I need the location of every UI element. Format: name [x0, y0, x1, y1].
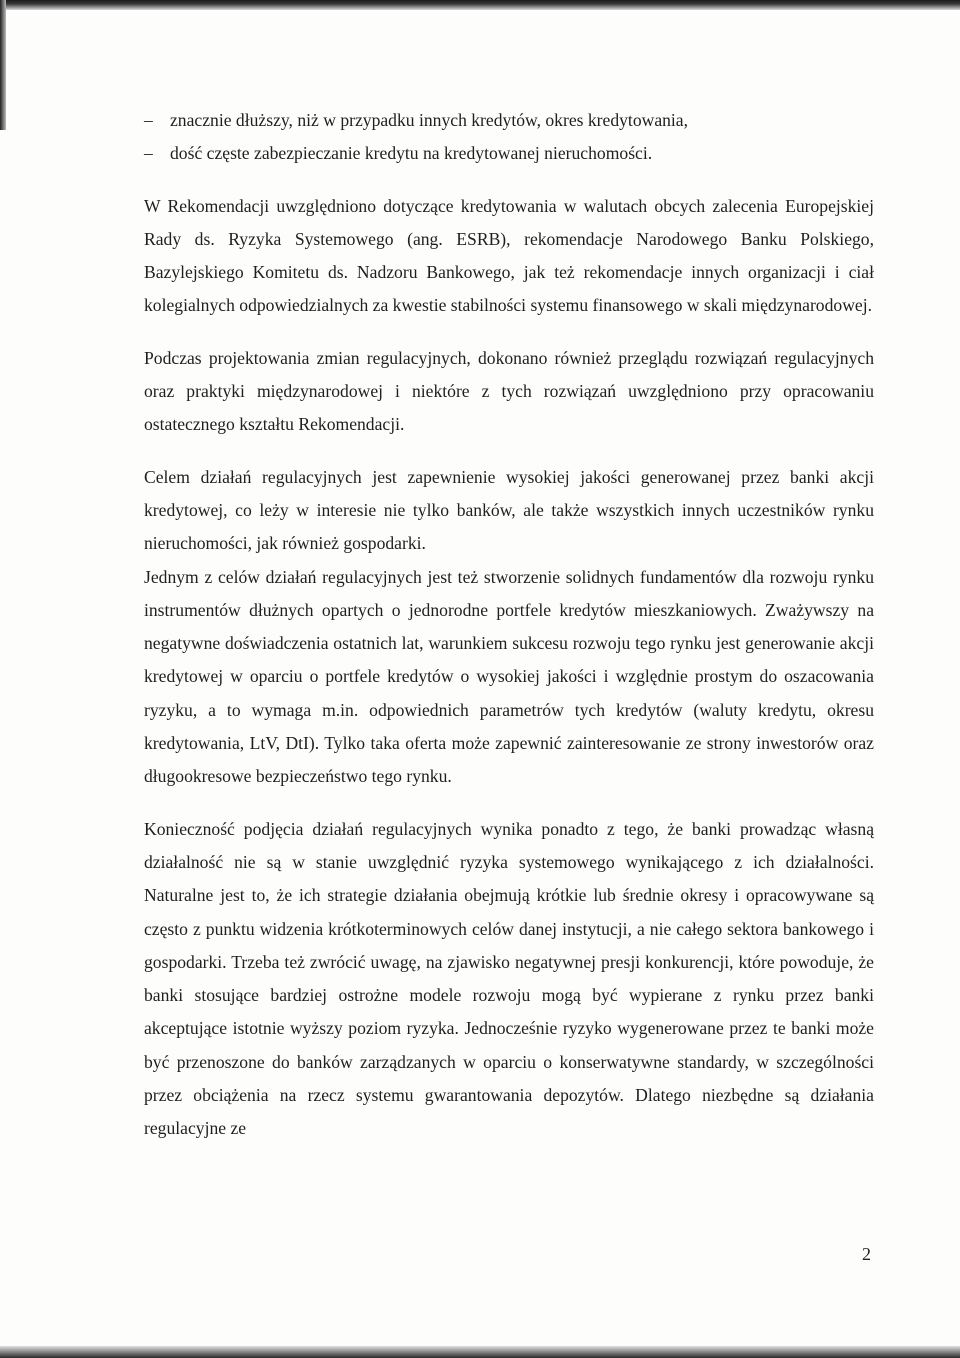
bullet-list	[144, 104, 874, 171]
paragraph-systemic-risk: Konieczność podjęcia działań regulacyjnych wynika ponadto z tego, że banki prowadząc własną działalność nie są w stanie uwzględnić ryzyka systemowego wynikającego z ich działalności. Naturalne jest to, że ich strategie działania obejmują krótkie lub średnie okresy i opracowywane są często z punktu widzenia krótkoterminowych celów danej instytucji, a nie całego sektora bankowego i gospodarki. Trzeba też zwrócić uwagę, na zjawisko negatywnej presji konkurencji, które powoduje, że banki stosujące bardziej ostrożne modele rozwoju mogą być wypierane z rynku przez banki akceptujące istotnie wyższy poziom ryzyka. Jednocześnie ryzyko wygenerowane przez te banki może być przenoszone do banków zarządzanych w oparciu o konserwatywne standardy, w szczególności przez obciążenia na rzecz systemu gwarantowania depozytów. Dlatego niezbędne są działania regulacyjne ze	[144, 818, 874, 1139]
page-number: 2	[862, 1244, 871, 1264]
bullet-item: – znacznie dłuższy, niż w przypadku innych kredytów, okres kredytowania,	[144, 104, 874, 137]
paragraph-international-practice: Podczas projektowania zmian regulacyjnych, dokonano również przeglądu rozwiązań regulacyjnych oraz praktyki międzynarodowej i niektóre z tych rozwiązań uwzględniono przy opracowaniu ostatecznego kształtu Rekomendacji.	[144, 347, 874, 435]
scan-edge-top	[0, 0, 960, 10]
paragraph-regulatory-goal: Celem działań regulacyjnych jest zapewnienie wysokiej jakości generowanej przez banki akcji kredytowej, co leży w interesie nie tylko banków, ale także wszystkich innych uczestników rynku nieruchomości, jak również gospodarki.	[144, 466, 874, 554]
scan-edge-bottom	[0, 1346, 960, 1358]
page-body	[144, 104, 874, 1165]
paragraph-debt-instruments: Jednym z celów działań regulacyjnych jest też stworzenie solidnych fundamentów dla rozwoju rynku instrumentów dłużnych opartych o jednorodne portfele kredytów mieszkaniowych. Zważywszy na negatywne doświadczenia ostatnich lat, warunkiem sukcesu rozwoju tego rynku jest generowanie akcji kredytowej w oparciu o portfele kredytów o wysokiej jakości i względnie prostym do oszacowania ryzyku, a to wymaga m.in. odpowiednich parametrów tych kredytów (waluty kredytu, okresu kredytowania, LtV, DtI). Tylko taka oferta może zapewnić zainteresowanie ze strony inwestorów oraz długookresowe bezpieczeństwo tego rynku.	[144, 566, 874, 787]
scan-edge-left	[0, 0, 6, 130]
paragraph-esrb-recommendations: W Rekomendacji uwzględniono dotyczące kredytowania w walutach obcych zalecenia Europejskiej Rady ds. Ryzyka Systemowego (ang. ESRB), rekomendacje Narodowego Banku Polskiego, Bazylejskiego Komitetu ds. Nadzoru Bankowego, jak też rekomendacje innych organizacji i ciał kolegialnych odpowiedzialnych za kwestie stabilności systemu finansowego w skali międzynarodowej.	[144, 195, 874, 316]
bullet-item: – dość częste zabezpieczanie kredytu na kredytowanej nieruchomości.	[144, 137, 874, 170]
